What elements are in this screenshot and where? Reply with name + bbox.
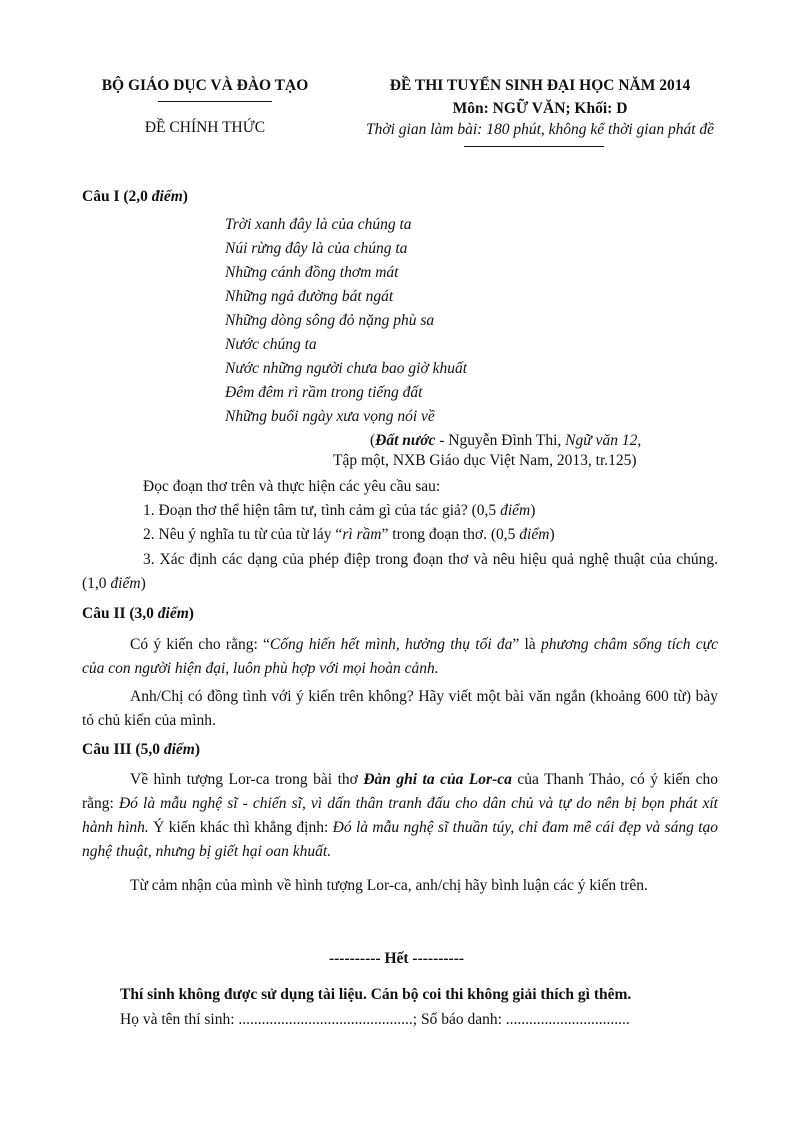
poem-line: Nước chúng ta xyxy=(225,336,317,353)
q1-item-2: 2. Nêu ý nghĩa tu từ của từ láy “rì rầm” trong đoạn thơ. (0,5 điểm) xyxy=(143,526,555,543)
candidate-note: Thí sinh không được sử dụng tài liệu. Cán bộ coi thi không giải thích gì thêm. xyxy=(120,986,632,1003)
exam-title: ĐỀ THI TUYỂN SINH ĐẠI HỌC NĂM 2014 xyxy=(389,77,691,94)
q2-heading: Câu II (3,0 điểm) xyxy=(82,605,194,622)
q3-paragraph-1: Về hình tượng Lor-ca trong bài thơ Đàn ghi ta của Lor-ca của Thanh Thảo, có ý kiến cho rằng: Đó là mẫu nghệ sĩ - chiến sĩ, vì dấn thân tranh đấu cho dân chủ và tự do nên bị bọn phát xít hành hình. Ý kiến khác thì khẳng định: Đó là mẫu nghệ sĩ thuần túy, chỉ đam mê cái đẹp và sáng tạo nghệ thuật, nhưng bị giết hại oan khuất. xyxy=(82,771,719,860)
poem-line: Đêm đêm rì rầm trong tiếng đất xyxy=(225,384,423,401)
q3-paragraph-2: Từ cảm nhận của mình về hình tượng Lor-ca, anh/chị hãy bình luận các ý kiến trên. xyxy=(130,877,648,894)
q1-intro: Đọc đoạn thơ trên và thực hiện các yêu cầu sau: xyxy=(143,478,441,495)
poem-line: Những dòng sông đỏ nặng phù sa xyxy=(225,312,435,329)
duration-underline xyxy=(464,146,604,147)
q2-paragraph-2: Anh/Chị có đồng tình với ý kiến trên không? Hãy viết một bài văn ngắn (khoảng 600 từ) bày tỏ chủ kiến của mình. xyxy=(82,688,718,729)
candidate-info-line: Họ và tên thí sinh: .............................................; Số báo danh: ................................ xyxy=(120,1011,630,1028)
poem-source-line1: (Đất nước - Nguyễn Đình Thi, Ngữ văn 12, xyxy=(370,432,642,449)
exam-duration: Thời gian làm bài: 180 phút, không kể thời gian phát đề xyxy=(365,121,715,138)
poem-line: Nước những người chưa bao giờ khuất xyxy=(225,360,468,377)
ministry-underline xyxy=(158,101,272,102)
q1-item-1: 1. Đoạn thơ thể hiện tâm tư, tình cảm gì của tác giả? (0,5 điểm) xyxy=(143,502,536,519)
q1-item-3: 3. Xác định các dạng của phép điệp trong đoạn thơ và nêu hiệu quả nghệ thuật của chúng. (1,0 điểm) xyxy=(82,551,718,592)
ministry-name: BỘ GIÁO DỤC VÀ ĐÀO TẠO xyxy=(101,77,309,94)
poem-line: Những buổi ngày xưa vọng nói về xyxy=(225,408,435,425)
official-status: ĐỀ CHÍNH THỨC xyxy=(144,119,266,136)
end-marker: ---------- Hết ---------- xyxy=(328,950,465,967)
poem-line: Những cánh đồng thơm mát xyxy=(225,264,399,281)
q3-heading: Câu III (5,0 điểm) xyxy=(82,741,200,758)
q1-heading: Câu I (2,0 điểm) xyxy=(82,188,188,205)
poem-line: Những ngả đường bát ngát xyxy=(225,288,394,305)
poem-line: Trời xanh đây là của chúng ta xyxy=(225,216,412,233)
q2-paragraph-1: Có ý kiến cho rằng: “Cống hiến hết mình, hưởng thụ tối đa” là phương châm sống tích cực của con người hiện đại, luôn phù hợp với mọi hoàn cảnh. xyxy=(82,636,718,677)
poem-source-line2: Tập một, NXB Giáo dục Việt Nam, 2013, tr.125) xyxy=(333,452,637,469)
poem-line: Núi rừng đây là của chúng ta xyxy=(225,240,408,257)
exam-subject: Môn: NGỮ VĂN; Khối: D xyxy=(452,100,628,117)
